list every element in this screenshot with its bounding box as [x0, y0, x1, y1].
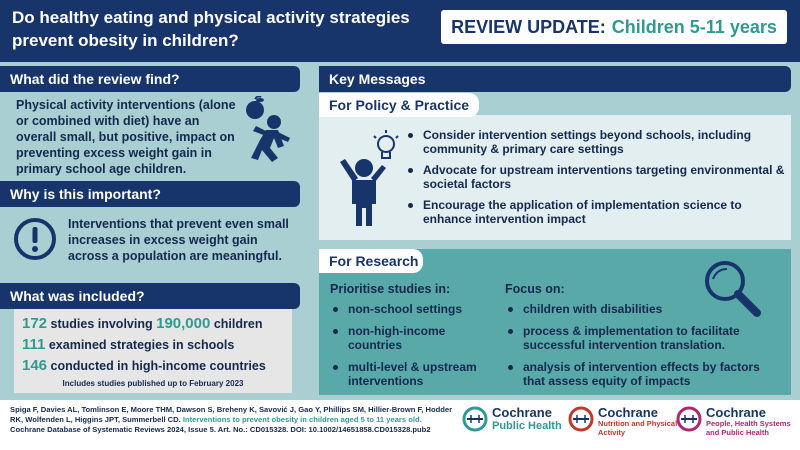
research-heading: For Research [319, 249, 423, 273]
research-focus-item: analysis of intervention effects by factors that assess equity of impacts [505, 360, 785, 388]
cochrane-logo-icon [462, 406, 488, 432]
research-prioritise-item: multi-level & upstream interventions [330, 360, 490, 388]
cochrane-logo-icon [568, 406, 594, 432]
research-prioritise-item: non-high-income countries [330, 324, 490, 352]
stat-schools-label: examined strategies in schools [48, 338, 235, 352]
logo-cochrane-public-health [462, 406, 562, 433]
stat-high-income-label: conducted in high-income countries [50, 359, 266, 373]
important-text: Interventions that prevent even small increases in excess weight gain across a population are meaningful. [68, 217, 289, 263]
header-banner [0, 0, 800, 62]
stat-children-label: children [213, 317, 263, 331]
magnifier-icon [695, 257, 767, 319]
footer [0, 400, 800, 450]
research-prioritise-title: Prioritise studies in: [330, 282, 451, 296]
find-text: Physical activity interventions (alone or combined with diet) have an overall small, but positive, impact on preventing excess weight gain in primary school age children. [16, 98, 236, 176]
stat-studies-count: 172 [22, 315, 48, 332]
stat-children-count: 190,000 [156, 315, 211, 332]
research-prioritise-item: non-school settings [330, 302, 490, 316]
key-messages-heading: Key Messages [319, 66, 791, 92]
policy-item: Encourage the application of implementation science to enhance intervention impact [405, 198, 785, 226]
citation-source: Cochrane Database of Systematic Reviews 2024, Issue 5. Art. No.: CD015328. DOI: 10.1002/14651858.CD015328.pub2 [10, 425, 431, 434]
cochrane-logo-icon [676, 406, 702, 432]
research-focus-item: children with disabilities [505, 302, 785, 316]
policy-heading: For Policy & Practice [319, 93, 479, 117]
logo-name: Cochrane [706, 405, 766, 420]
included-note: Includes studies published up to February 2023 [62, 379, 244, 388]
research-focus-title: Focus on: [505, 282, 565, 296]
citation-title: Interventions to prevent obesity in children aged 5 to 11 years old. [182, 415, 422, 424]
logo-sub: Nutrition and Physical Activity [598, 419, 678, 437]
badge-prefix: REVIEW UPDATE: [451, 16, 606, 37]
important-heading: Why is this important? [0, 181, 300, 207]
included-stats-box [14, 309, 292, 393]
included-heading: What was included? [0, 283, 300, 309]
stat-schools-count: 111 [22, 336, 46, 353]
logo-sub: Public Health [492, 420, 562, 432]
person-lightbulb-icon [334, 128, 406, 228]
review-update-badge [441, 10, 787, 44]
policy-item: Advocate for upstream interventions targeting environmental & societal factors [405, 163, 785, 191]
logo-name: Cochrane [598, 405, 658, 420]
find-heading: What did the review find? [0, 66, 300, 92]
stat-schools [22, 336, 234, 353]
logo-cochrane-nutrition [568, 406, 678, 437]
citation [10, 405, 455, 435]
research-focus-item: process & implementation to facilitate successful intervention translation. [505, 324, 785, 352]
policy-list [405, 128, 785, 233]
stat-high-income [22, 357, 266, 374]
logo-cochrane-people [676, 406, 800, 437]
logo-sub: People, Health Systems and Public Health [706, 419, 791, 437]
research-prioritise-list [330, 302, 490, 396]
citation-authors: Spiga F, Davies AL, Tomlinson E, Moore THM, Dawson S, Breheny K, Savović J, Gao Y, Phillips SM, Hillier-Brown F, Hodder RK, Wolfenden L, Higgins JPT, Summerbell CD. [10, 405, 453, 424]
running-child-apple-icon [238, 96, 296, 172]
stat-studies [22, 315, 262, 332]
stat-high-income-count: 146 [22, 357, 48, 374]
badge-age-range: Children 5-11 years [611, 16, 777, 37]
page-title: Do healthy eating and physical activity strategies prevent obesity in children? [12, 8, 410, 50]
exclamation-icon [12, 216, 58, 262]
policy-item: Consider intervention settings beyond schools, including community & primary care settings [405, 128, 785, 156]
stat-studies-label: studies involving [50, 317, 153, 331]
logo-name: Cochrane [492, 405, 552, 420]
